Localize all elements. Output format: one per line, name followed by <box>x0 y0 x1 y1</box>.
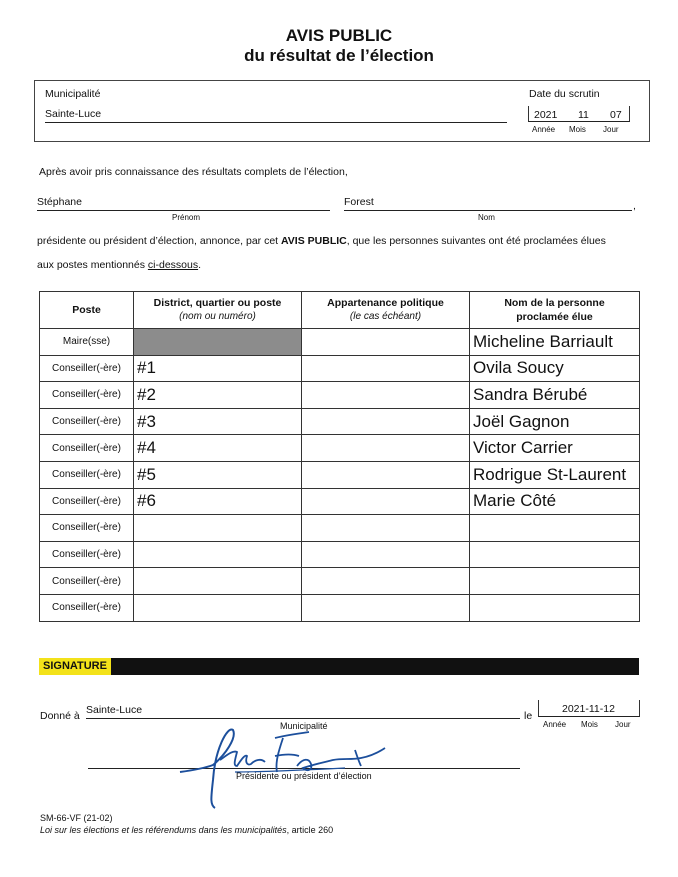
district-cell[interactable] <box>134 541 302 568</box>
district-cell[interactable]: #3 <box>134 408 302 435</box>
table-row <box>40 329 640 356</box>
law-reference <box>40 825 333 835</box>
signature-date: 2021-11-12 <box>562 703 615 715</box>
header-appartenance <box>302 292 470 329</box>
party-cell[interactable] <box>302 435 470 462</box>
intro-line-3-part-1: aux postes mentionnés <box>37 259 148 271</box>
poste-cell: Conseiller(-ère) <box>40 461 134 488</box>
intro-line-2-part-2: , que les personnes suivantes ont été proclamées élues <box>346 235 606 247</box>
last-name-label: Nom <box>478 213 495 222</box>
header-district-title: District, quartier ou poste <box>153 297 282 309</box>
municipality-field[interactable]: Sainte-Luce <box>45 108 507 123</box>
municipality-label: Municipalité <box>45 88 101 100</box>
district-cell[interactable]: #2 <box>134 382 302 409</box>
elected-name-cell[interactable]: Sandra Bérubé <box>470 382 640 409</box>
intro-line-3-end: . <box>198 259 202 271</box>
comma: , <box>633 200 636 212</box>
form-code: SM-66-VF (21-02) <box>40 813 113 823</box>
district-cell[interactable] <box>134 329 302 356</box>
elected-name-cell[interactable]: Joël Gagnon <box>470 408 640 435</box>
party-cell[interactable] <box>302 382 470 409</box>
election-month: 11 <box>578 109 589 121</box>
district-cell[interactable]: #5 <box>134 461 302 488</box>
poste-cell: Conseiller(-ère) <box>40 488 134 515</box>
elected-name-cell[interactable] <box>470 541 640 568</box>
table-row <box>40 408 640 435</box>
law-title: Loi sur les élections et les référendums dans les municipalités <box>40 825 287 835</box>
party-cell[interactable] <box>302 408 470 435</box>
table-row <box>40 382 640 409</box>
party-cell[interactable] <box>302 594 470 621</box>
elected-name-cell[interactable]: Rodrigue St-Laurent <box>470 461 640 488</box>
table-row <box>40 461 640 488</box>
page-title: AVIS PUBLIC <box>285 26 393 45</box>
district-cell[interactable]: #4 <box>134 435 302 462</box>
poste-cell: Conseiller(-ère) <box>40 515 134 542</box>
poste-cell: Conseiller(-ère) <box>40 355 134 382</box>
first-name-label: Prénom <box>172 213 201 222</box>
poste-cell: Conseiller(-ère) <box>40 435 134 462</box>
municipality-label-sig: Municipalité <box>280 721 328 731</box>
poste-cell: Conseiller(-ère) <box>40 541 134 568</box>
poste-cell: Maire(sse) <box>40 329 134 356</box>
intro-line-2-part-1: présidente ou président d’élection, annonce, par cet <box>37 235 281 247</box>
law-article: , article 260 <box>286 825 334 835</box>
poste-cell: Conseiller(-ère) <box>40 594 134 621</box>
handwritten-signature <box>175 710 475 810</box>
results-table <box>39 291 640 622</box>
page-subtitle: du résultat de l’élection <box>244 46 434 65</box>
signer-label: Présidente ou président d’élection <box>236 771 372 781</box>
first-name-field[interactable]: Stéphane <box>37 196 330 211</box>
district-cell[interactable]: #6 <box>134 488 302 515</box>
signature-label: SIGNATURE <box>39 658 111 675</box>
election-year: 2021 <box>534 109 558 121</box>
party-cell[interactable] <box>302 488 470 515</box>
district-cell[interactable] <box>134 515 302 542</box>
elected-name-cell[interactable] <box>470 568 640 595</box>
header-district-sub: (nom ou numéro) <box>179 311 256 322</box>
election-day: 07 <box>610 109 622 121</box>
intro-line-1: Après avoir pris connaissance des résultats complets de l’élection, <box>39 166 348 178</box>
header-appartenance-sub: (le cas échéant) <box>349 311 422 322</box>
party-cell[interactable] <box>302 541 470 568</box>
header-poste: Poste <box>40 292 134 329</box>
poste-cell: Conseiller(-ère) <box>40 568 134 595</box>
party-cell[interactable] <box>302 515 470 542</box>
sig-year-label: Année <box>543 720 567 729</box>
header-district <box>134 292 302 329</box>
party-cell[interactable] <box>302 355 470 382</box>
avis-public-bold: AVIS PUBLIC <box>281 235 347 247</box>
table-row <box>40 515 640 542</box>
poste-cell: Conseiller(-ère) <box>40 408 134 435</box>
elected-name-cell[interactable]: Micheline Barriault <box>470 329 640 356</box>
intro-line-3 <box>37 259 201 271</box>
table-row <box>40 435 640 462</box>
intro-line-2 <box>37 235 606 247</box>
district-cell[interactable]: #1 <box>134 355 302 382</box>
district-cell[interactable] <box>134 594 302 621</box>
signature-bar <box>39 658 639 675</box>
sig-day-label: Jour <box>615 720 631 729</box>
le-label: le <box>524 710 533 722</box>
district-cell[interactable] <box>134 568 302 595</box>
year-label: Année <box>532 125 556 134</box>
poste-cell: Conseiller(-ère) <box>40 382 134 409</box>
sig-month-label: Mois <box>581 720 598 729</box>
last-name-field[interactable]: Forest <box>344 196 632 211</box>
month-label: Mois <box>569 125 586 134</box>
table-header-row <box>40 292 640 329</box>
elected-name-cell[interactable]: Victor Carrier <box>470 435 640 462</box>
table-row <box>40 488 640 515</box>
elected-name-cell[interactable]: Marie Côté <box>470 488 640 515</box>
election-date-label: Date du scrutin <box>529 88 600 100</box>
header-appartenance-title: Appartenance politique <box>327 297 444 309</box>
party-cell[interactable] <box>302 329 470 356</box>
elected-name-cell[interactable] <box>470 594 640 621</box>
header-nom: Nom de la personne proclamée élue <box>470 292 640 329</box>
donne-label: Donné à <box>40 710 80 722</box>
table-row <box>40 568 640 595</box>
ci-dessous-link[interactable]: ci-dessous <box>147 259 199 271</box>
elected-name-cell[interactable] <box>470 515 640 542</box>
party-cell[interactable] <box>302 568 470 595</box>
table-row <box>40 541 640 568</box>
party-cell[interactable] <box>302 461 470 488</box>
place-field[interactable]: Sainte-Luce <box>86 704 520 719</box>
table-row <box>40 594 640 621</box>
table-row <box>40 355 640 382</box>
elected-name-cell[interactable]: Ovila Soucy <box>470 355 640 382</box>
day-label: Jour <box>603 125 619 134</box>
